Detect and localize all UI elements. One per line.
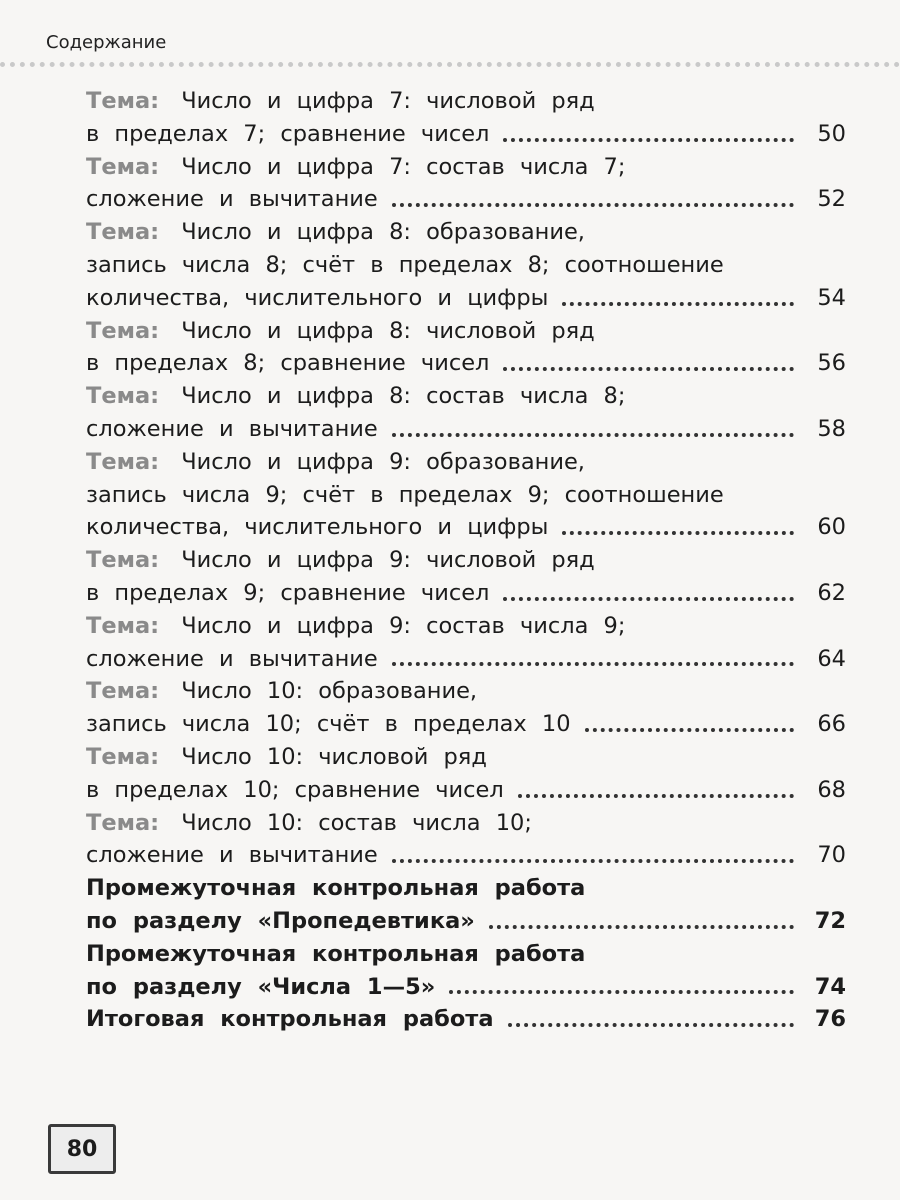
- topic-label: Тема:: [86, 547, 160, 574]
- dot-leader: [503, 138, 794, 142]
- toc-entry-line: [86, 971, 846, 1004]
- toc-entry[interactable]: [86, 380, 846, 446]
- header-divider: [0, 62, 900, 67]
- entry-title-text: Промежуточная контрольная работа: [86, 875, 586, 902]
- toc-entry[interactable]: [86, 315, 846, 381]
- toc-entry-line: [86, 708, 846, 741]
- toc-entry-line: [86, 675, 846, 708]
- entry-title-text: в пределах 9; сравнение чисел: [86, 579, 490, 606]
- toc-entry-line: [86, 479, 846, 512]
- entry-title-text: Итоговая контрольная работа: [86, 1006, 494, 1033]
- entry-page-number: 52: [817, 186, 846, 213]
- entry-title-text: Число и цифра 9: числовой ряд: [181, 547, 595, 574]
- toc-entry-line: [86, 741, 846, 774]
- section-title: Содержание: [46, 32, 167, 53]
- toc-entry-line: [86, 183, 846, 216]
- toc-entry-line: [86, 643, 846, 676]
- entry-title-text: Число и цифра 9: образование,: [181, 448, 585, 475]
- toc-entry-line: [86, 216, 846, 249]
- entry-title-text: по разделу «Числа 1—5»: [86, 973, 436, 1000]
- entry-page-number: 60: [817, 514, 846, 541]
- topic-label: Тема:: [86, 317, 160, 344]
- entry-page-number: 50: [817, 120, 846, 147]
- topic-label: Тема:: [86, 88, 160, 114]
- toc-entry[interactable]: [86, 544, 846, 610]
- toc-entry[interactable]: [86, 872, 846, 938]
- toc-entry[interactable]: [86, 1003, 846, 1036]
- toc-entry-line: [86, 774, 846, 807]
- toc-entry-line: [86, 380, 846, 413]
- dot-leader: [518, 794, 794, 798]
- toc-entry-line: [86, 872, 846, 905]
- entry-page-number: 56: [817, 350, 846, 377]
- entry-title-text: Число и цифра 7: состав числа 7;: [181, 153, 626, 180]
- toc-entry[interactable]: [86, 610, 846, 676]
- toc-entry[interactable]: [86, 216, 846, 314]
- toc-entry-line: [86, 1003, 846, 1036]
- entry-title-text: Промежуточная контрольная работа: [86, 940, 586, 967]
- entry-page-number: 74: [814, 973, 846, 1000]
- dot-leader: [503, 597, 794, 601]
- topic-label: Тема:: [86, 612, 160, 639]
- entry-title-text: в пределах 8; сравнение чисел: [86, 350, 490, 377]
- dot-leader: [392, 859, 794, 863]
- toc-entry-line: [86, 347, 846, 380]
- toc-entry[interactable]: [86, 151, 846, 217]
- entry-title-text: Число и цифра 8: образование,: [181, 219, 585, 246]
- entry-title-text: сложение и вычитание: [86, 842, 378, 869]
- topic-label: Тема:: [86, 809, 160, 836]
- dot-leader: [562, 302, 794, 306]
- entry-title-text: количества, числительного и цифры: [86, 514, 549, 541]
- toc-entry[interactable]: [86, 446, 846, 544]
- topic-label: Тема:: [86, 448, 160, 475]
- toc-entry-line: [86, 446, 846, 479]
- entry-title-text: по разделу «Пропедевтика»: [86, 907, 475, 934]
- toc-entry[interactable]: [86, 741, 846, 807]
- entry-page-number: 62: [817, 579, 846, 606]
- entry-title-text: сложение и вычитание: [86, 645, 378, 672]
- entry-page-number: 70: [817, 842, 846, 869]
- entry-title-text: сложение и вычитание: [86, 186, 378, 213]
- toc-entry-line: [86, 413, 846, 446]
- toc-entry-line: [86, 282, 846, 315]
- entry-title-text: в пределах 7; сравнение чисел: [86, 120, 490, 147]
- dot-leader: [562, 531, 794, 535]
- topic-label: Тема:: [86, 678, 160, 705]
- toc-entry-line: [86, 85, 846, 118]
- topic-label: Тема:: [86, 219, 160, 246]
- entry-page-number: 68: [817, 776, 846, 803]
- entry-page-number: 72: [814, 907, 846, 934]
- toc-entry[interactable]: [86, 675, 846, 741]
- toc-entry-line: [86, 610, 846, 643]
- entry-title-text: Число 10: состав числа 10;: [181, 809, 532, 836]
- entry-title-text: количества, числительного и цифры: [86, 284, 549, 311]
- entry-title-text: Число 10: числовой ряд: [181, 743, 487, 770]
- dot-leader: [508, 1023, 794, 1027]
- dot-leader: [392, 203, 794, 207]
- toc-entry-line: [86, 118, 846, 151]
- dot-leader: [503, 367, 794, 371]
- toc-entry[interactable]: [86, 807, 846, 873]
- dot-leader: [489, 925, 794, 929]
- toc-entry-line: [86, 839, 846, 872]
- toc-entry-line: [86, 511, 846, 544]
- entry-page-number: 58: [817, 415, 846, 442]
- entry-title-text: сложение и вычитание: [86, 415, 378, 442]
- toc-entry[interactable]: [86, 938, 846, 1004]
- toc-entry-line: [86, 577, 846, 610]
- entry-title-text: в пределах 10; сравнение чисел: [86, 776, 504, 803]
- entry-title-text: запись числа 10; счёт в пределах 10: [86, 711, 571, 738]
- entry-title-text: Число 10: образование,: [181, 678, 478, 705]
- toc-entry-line: [86, 249, 846, 282]
- page-number: 80: [48, 1124, 116, 1174]
- entry-title-text: Число и цифра 9: состав числа 9;: [181, 612, 626, 639]
- entry-title-text: запись числа 8; счёт в пределах 8; соотношение: [86, 251, 724, 278]
- entry-page-number: 76: [814, 1006, 846, 1033]
- entry-title-text: Число и цифра 7: числовой ряд: [181, 88, 595, 114]
- entry-title-text: Число и цифра 8: числовой ряд: [181, 317, 595, 344]
- dot-leader: [392, 433, 794, 437]
- entry-page-number: 66: [817, 711, 846, 738]
- toc-entry-line: [86, 544, 846, 577]
- dot-leader: [585, 728, 794, 732]
- entry-page-number: 64: [817, 645, 846, 672]
- entry-title-text: Число и цифра 8: состав числа 8;: [181, 383, 626, 410]
- dot-leader: [392, 662, 794, 666]
- entry-page-number: 54: [817, 284, 846, 311]
- toc-entry-line: [86, 315, 846, 348]
- topic-label: Тема:: [86, 383, 160, 410]
- entry-title-text: запись числа 9; счёт в пределах 9; соотношение: [86, 481, 724, 508]
- toc-entry-line: [86, 938, 846, 971]
- toc-entry-line: [86, 807, 846, 840]
- toc-entry[interactable]: [86, 85, 846, 151]
- topic-label: Тема:: [86, 743, 160, 770]
- topic-label: Тема:: [86, 153, 160, 180]
- toc-entry-line: [86, 905, 846, 938]
- toc-entry-line: [86, 151, 846, 184]
- dot-leader: [449, 990, 794, 994]
- table-of-contents: [86, 85, 846, 1036]
